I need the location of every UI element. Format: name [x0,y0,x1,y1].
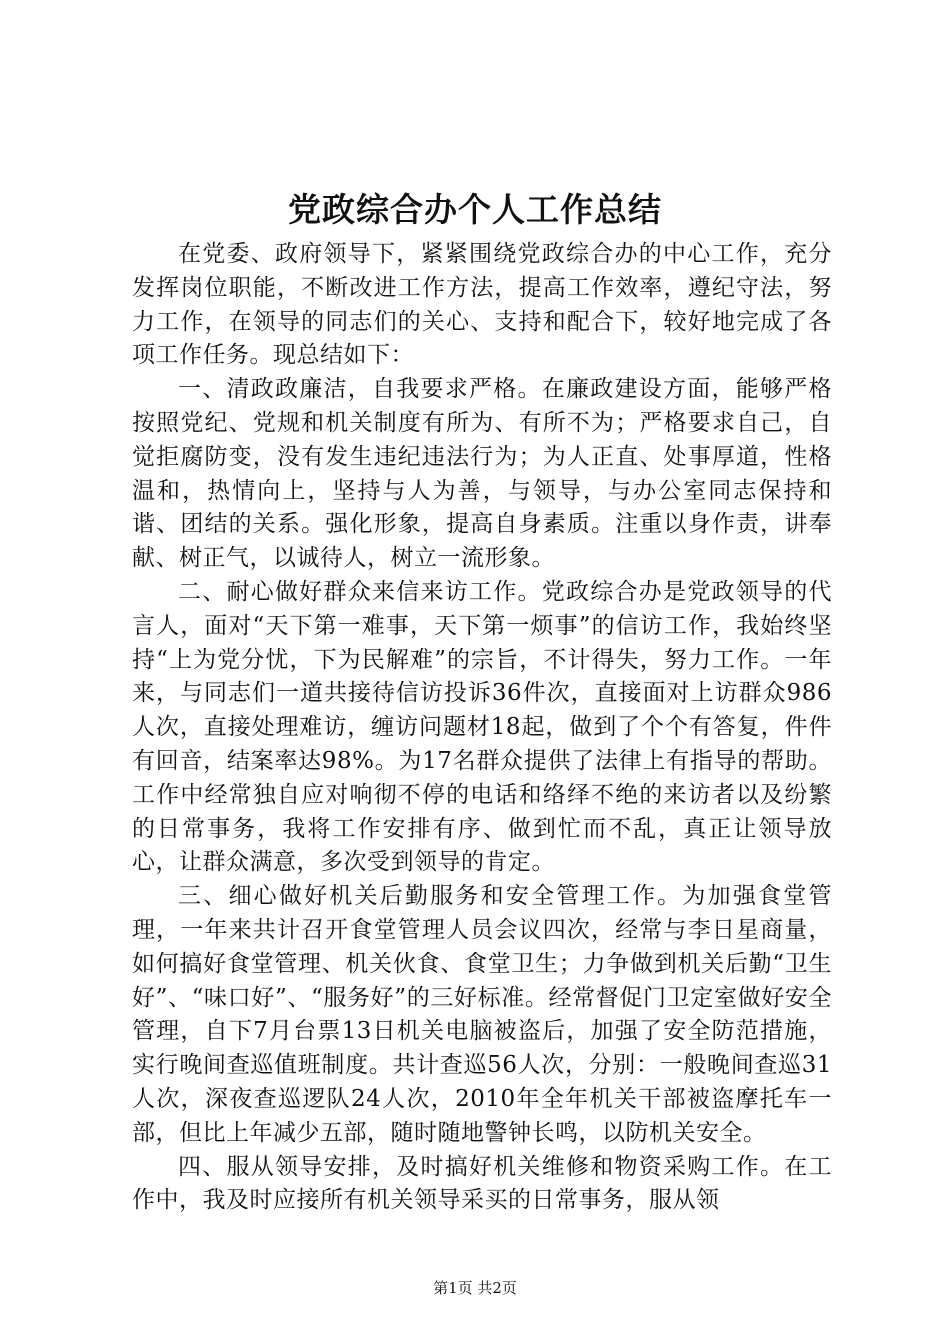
paragraph-section-4: 四、服从领导安排，及时搞好机关维修和物资采购工作。在工作中，我及时应接所有机关领导采买的日常事务，服从领 [132,1153,832,1214]
document-title: 党政综合办个人工作总结 [288,190,662,229]
paragraph-section-2: 二、耐心做好群众来信来访工作。党政综合办是党政领导的代言人，面对“天下第一难事，天下第一烦事”的信访工作，我始终坚持“上为党分忧，下为民解难”的宗旨，不计得失，努力工作。一年来，与同志们一道共接待信访投诉36件次，直接面对上访群众986人次，直接处理难访，缠访问题材18起，做到了个个有答复，件件有回音，结案率达98%。为17名群众提供了法律上有指导的帮助。工作中经常独自应对响彻不停的电话和络绎不绝的来访者以及纷繁的日常事务，我将工作安排有序、做到忙而不乱，真正让领导放心，让群众满意，多次受到领导的肯定。 [132,578,832,876]
page-footer: 第1页 共2页 [433,1279,517,1297]
paragraph-section-1: 一、清政政廉洁，自我要求严格。在廉政建设方面，能够严格按照党纪、党规和机关制度有所为、有所不为；严格要求自己，自觉拒腐防变，没有发生违纪违法行为；为人正直、处事厚道，性格温和，热情向上，坚持与人为善，与领导，与办公室同志保持和谐、团结的关系。强化形象，提高自身素质。注重以身作责，讲奉献、树正气，以诚待人，树立一流形象。 [132,376,832,572]
document-body [132,238,832,1218]
paragraph-intro: 在党委、政府领导下，紧紧围绕党政综合办的中心工作，充分发挥岗位职能，不断改进工作方法，提高工作效率，遵纪守法，努力工作，在领导的同志们的关心、支持和配合下，较好地完成了各项工作任务。现总结如下： [132,241,832,369]
paragraph-section-3: 三、细心做好机关后勤服务和安全管理工作。为加强食堂管理，一年来共计召开食堂管理人员会议四次，经常与李日星商量，如何搞好食堂管理、机关伙食、食堂卫生；力争做到机关后勤“卫生好”、“味口好”、“服务好”的三好标准。经常督促门卫定室做好安全管理，自下7月台票13日机关电脑被盗后，加强了安全防范措施，实行晚间查巡值班制度。共计查巡56人次，分别：一般晚间查巡31人次，深夜查巡逻队24人次，2010年全年机关干部被盗摩托车一部，但比上年减少五部，随时随地警钟长鸣，以防机关安全。 [132,883,832,1146]
